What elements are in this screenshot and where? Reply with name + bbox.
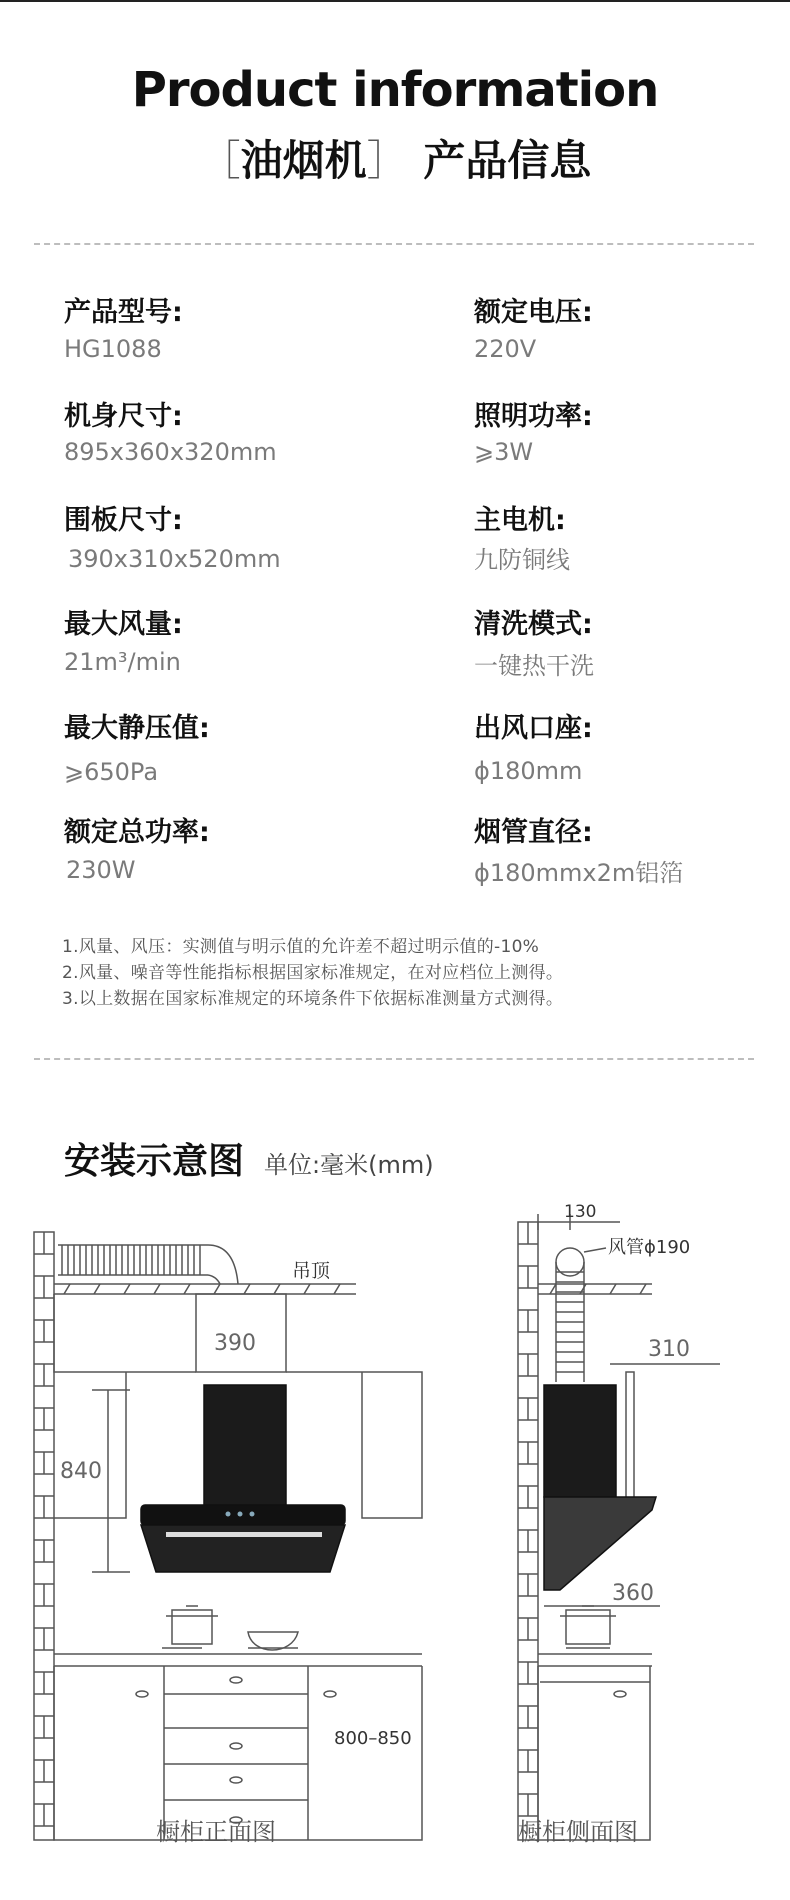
spec-label-cleaning: 清洗模式: (474, 609, 593, 640)
spec-value-body-size: 895x360x320mm (64, 438, 277, 466)
spec-label-model: 产品型号: (64, 297, 183, 328)
spec-label-total-power: 额定总功率: (64, 817, 210, 848)
note-3: 3.以上数据在国家标准规定的环境条件下依据标准测量方式测得。 (62, 989, 564, 1009)
front-counter-dimension: 800–850 (334, 1728, 412, 1749)
front-ceiling (54, 1284, 356, 1294)
note-1: 1.风量、风压：实测值与明示值的允许差不超过明示值的-10% (62, 937, 540, 957)
spec-value-voltage: 220V (474, 335, 537, 363)
side-hood-depth-dimension: 360 (612, 1581, 654, 1606)
divider-middle (34, 1058, 754, 1060)
side-brick-wall (518, 1222, 538, 1840)
spec-label-motor: 主电机: (474, 505, 566, 536)
spec-value-motor: 九防铜线 (474, 546, 570, 574)
side-counter-cabinet (538, 1654, 652, 1840)
note-2: 2.风量、噪音等性能指标根据国家标准规定，在对应档位上测得。 (62, 963, 564, 983)
front-duct (58, 1245, 238, 1284)
spec-value-duct-diameter: ϕ180mmx2m铝箔 (474, 859, 684, 887)
side-duct (556, 1248, 606, 1382)
bracket-close: ］ (366, 136, 409, 185)
spec-label-outlet: 出风口座: (474, 713, 593, 744)
spec-label-max-airflow: 最大风量: (64, 609, 183, 640)
spec-label-voltage: 额定电压: (474, 297, 593, 328)
front-brick-wall (34, 1232, 54, 1840)
install-title: 安装示意图 (64, 1141, 245, 1182)
side-depth-dimension: 310 (648, 1337, 690, 1362)
front-width-dimension: 390 (214, 1331, 256, 1356)
spec-label-duct-diameter: 烟管直径: (474, 817, 593, 848)
front-height-dimension: 840 (60, 1459, 102, 1484)
front-caption: 橱柜正面图 (156, 1818, 276, 1846)
side-ceiling (538, 1284, 652, 1294)
spec-label-panel-size: 围板尺寸: (64, 505, 183, 536)
install-unit: 单位:毫米(mm) (264, 1151, 434, 1179)
front-ceiling-label: 吊顶 (292, 1260, 331, 1282)
spec-label-light-power: 照明功率: (474, 401, 593, 432)
spec-value-outlet: ϕ180mm (474, 757, 583, 785)
spec-value-max-airflow: 21m³/min (64, 648, 181, 676)
divider-top (34, 243, 754, 245)
side-duct-label: 风管ϕ190 (608, 1237, 691, 1258)
front-hood (141, 1385, 345, 1572)
spec-value-cleaning: 一键热干洗 (474, 652, 594, 680)
spec-value-total-power: 230W (66, 856, 136, 884)
spec-label-static-pressure: 最大静压值: (64, 713, 210, 744)
spec-value-light-power: ⩾3W (474, 438, 534, 466)
side-caption: 橱柜侧面图 (518, 1818, 638, 1846)
page-title-en: Product information (131, 62, 659, 118)
spec-value-model: HG1088 (64, 335, 162, 363)
top-border-line (0, 0, 790, 2)
front-cookware (162, 1606, 298, 1650)
spec-value-static-pressure: ⩾650Pa (64, 758, 159, 786)
side-offset-dimension: 130 (564, 1202, 597, 1222)
side-hood (544, 1385, 656, 1590)
product-category: 油烟机 (240, 136, 367, 185)
installation-diagram (0, 1200, 790, 1900)
title-suffix: 产品信息 (408, 136, 592, 185)
bracket-open: ［ (198, 136, 241, 185)
spec-value-panel-size: 390x310x520mm (68, 545, 281, 573)
side-upper-cabinet (626, 1372, 634, 1502)
side-view-diagram (518, 1214, 720, 1840)
side-cookware (560, 1606, 616, 1648)
page-title-cn (0, 128, 790, 188)
spec-label-body-size: 机身尺寸: (64, 401, 183, 432)
